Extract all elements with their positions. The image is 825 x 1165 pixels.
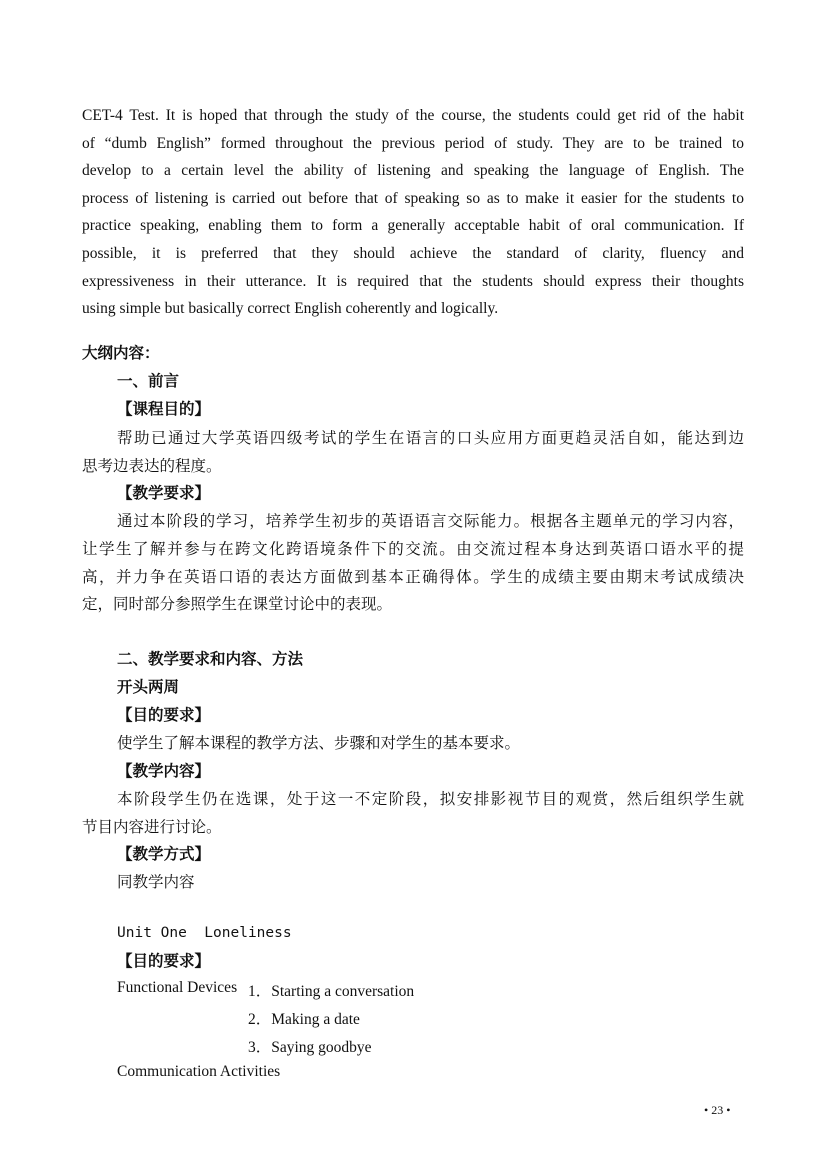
- intro-paragraph: [82, 102, 744, 323]
- teaching-requirement-heading: 【教学要求】: [117, 484, 211, 502]
- section-2-title: 二、教学要求和内容、方法: [117, 650, 304, 668]
- paragraph-line: 高，并力争在英语口语的表达方面做到基本正确得体。学生的成绩主要由期末考试成绩决: [82, 567, 744, 586]
- paragraph-line: 定，同时部分参照学生在课堂讨论中的表现。: [82, 595, 393, 614]
- paragraph-line: 本阶段学生仍在选课，处于这一不定阶段，拟安排影视节目的观赏，然后组织学生就: [117, 790, 744, 808]
- paragraph-line: 通过本阶段的学习，培养学生初步的英语语言交际能力。根据各主题单元的学习内容，: [117, 512, 744, 530]
- outline-heading: 大纲内容：: [82, 344, 160, 362]
- functional-item: 2．Making a date: [248, 1011, 360, 1028]
- goal-requirement-heading: 【目的要求】: [117, 706, 211, 724]
- paragraph-line: 思考边表达的程度。: [82, 456, 222, 475]
- course-purpose-heading: 【课程目的】: [117, 400, 211, 418]
- goal-requirement-text: 使学生了解本课程的教学方法、步骤和对学生的基本要求。: [117, 734, 521, 752]
- paragraph-line: 让学生了解并参与在跨文化跨语境条件下的交流。由交流过程本身达到英语口语水平的提: [82, 539, 744, 558]
- functional-devices-label: Functional Devices: [117, 979, 238, 996]
- intro-line: possible, it is preferred that they should achieve the standard of clarity, fluency and: [82, 244, 744, 262]
- intro-line: using simple but basically correct English coherently and logically.: [82, 300, 499, 318]
- communication-activities-label: Communication Activities: [117, 1063, 281, 1080]
- intro-line: of “dumb English” formed throughout the previous period of study. They are to be trained to: [82, 134, 744, 152]
- functional-item: 3．Saying goodbye: [248, 1039, 372, 1056]
- teaching-requirement-text: [82, 508, 744, 619]
- paragraph-line: 节目内容进行讨论。: [82, 817, 222, 836]
- section-1-title: 一、前言: [117, 372, 180, 390]
- teaching-method-text: 同教学内容: [117, 873, 195, 891]
- unit-one-goal-heading: 【目的要求】: [117, 952, 211, 970]
- period-heading: 开头两周: [117, 678, 180, 696]
- teaching-content-text: [82, 786, 744, 842]
- intro-line: develop to a certain level the ability of listening and speaking the language of English. The: [82, 162, 744, 180]
- teaching-method-heading: 【教学方式】: [117, 845, 211, 863]
- page-number: • 23 •: [704, 1103, 731, 1117]
- paragraph-line: 帮助已通过大学英语四级考试的学生在语言的口头应用方面更趋灵活自如，能达到边: [117, 429, 744, 447]
- course-purpose-text: [82, 425, 744, 481]
- intro-line: CET-4 Test. It is hoped that through the study of the course, the students could get rid of the habit: [82, 107, 744, 124]
- unit-one-title: Unit One Loneliness: [117, 925, 292, 941]
- functional-item: 1．Starting a conversation: [248, 983, 415, 1000]
- intro-line: practice speaking, enabling them to form a generally acceptable habit of oral communication. If: [82, 217, 744, 235]
- teaching-content-heading: 【教学内容】: [117, 762, 211, 780]
- intro-line: expressiveness in their utterance. It is required that the students should express their thoughts: [82, 272, 744, 290]
- intro-line: process of listening is carried out before that of speaking so as to make it easier for the students to: [82, 189, 744, 207]
